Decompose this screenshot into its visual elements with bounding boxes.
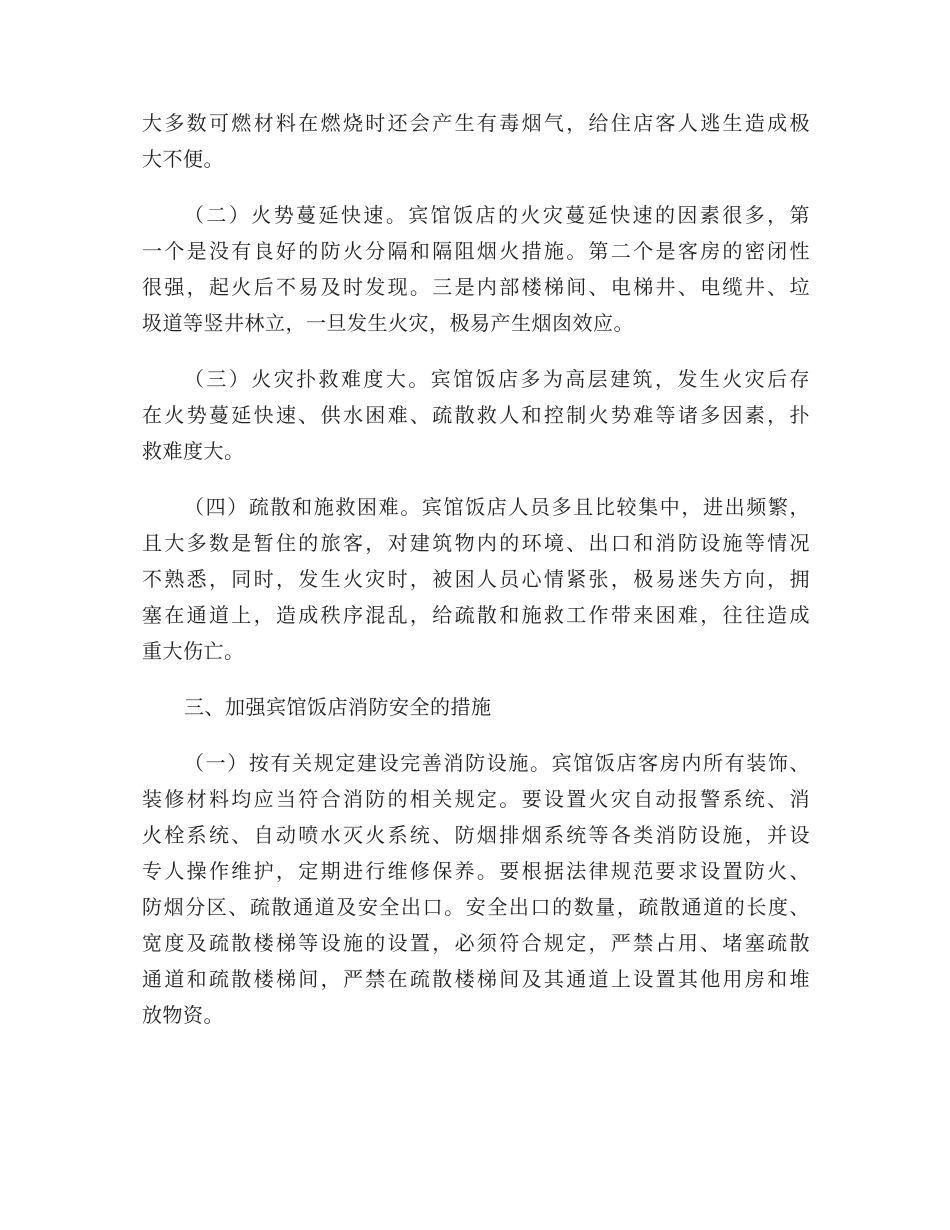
text-line: 一个是没有良好的防火分隔和隔阻烟火措施。第二个是客房的密闭性 <box>142 239 810 263</box>
text-line: 很强，起火后不易及时发现。三是内部楼梯间、电梯井、电缆井、垃 <box>142 275 810 299</box>
text-line: 不熟悉，同时，发生火灾时，被困人员心情紧张，极易迷失方向，拥 <box>142 567 810 591</box>
section-title: 三、加强宾馆饭店消防安全的措施 <box>184 695 492 719</box>
text-line: （一）按有关规定建设完善消防设施。宾馆饭店客房内所有装饰、 <box>184 751 810 775</box>
text-line: 放物资。 <box>142 1003 224 1027</box>
text-line: 且大多数是暂住的旅客，对建筑物内的环境、出口和消防设施等情况 <box>142 531 810 555</box>
paragraph-fire-spread <box>142 197 810 341</box>
text-line: （四）疏散和施救困难。宾馆饭店人员多且比较集中，进出频繁， <box>184 495 810 519</box>
text-line: 专人操作维护，定期进行维修保养。要根据法律规范要求设置防火、 <box>142 859 810 883</box>
paragraph-fire-facilities <box>142 745 810 1033</box>
paragraph-evacuation-difficulty <box>142 489 810 669</box>
text-line: 在火势蔓延快速、供水困难、疏散救人和控制火势难等诸多因素，扑 <box>142 403 810 427</box>
text-line: 重大伤亡。 <box>142 639 245 663</box>
text-line: 宽度及疏散楼梯等设施的设置，必须符合规定，严禁占用、堵塞疏散 <box>142 931 810 955</box>
text-line: 防烟分区、疏散通道及安全出口。安全出口的数量，疏散通道的长度、 <box>142 895 810 919</box>
document-body <box>142 105 810 1053</box>
paragraph-firefighting-difficulty <box>142 361 810 469</box>
text-line: 大不便。 <box>142 147 224 171</box>
section-heading <box>142 689 810 725</box>
paragraph-toxic-smoke <box>142 105 810 177</box>
text-line: （二）火势蔓延快速。宾馆饭店的火灾蔓延快速的因素很多，第 <box>184 203 810 227</box>
text-line: （三）火灾扑救难度大。宾馆饭店多为高层建筑，发生火灾后存 <box>184 367 810 391</box>
text-line: 塞在通道上，造成秩序混乱，给疏散和施救工作带来困难，往往造成 <box>142 603 810 627</box>
text-line: 圾道等竖井林立，一旦发生火灾，极易产生烟囱效应。 <box>142 311 634 335</box>
text-line: 通道和疏散楼梯间，严禁在疏散楼梯间及其通道上设置其他用房和堆 <box>142 967 810 991</box>
text-line: 大多数可燃材料在燃烧时还会产生有毒烟气，给住店客人逃生造成极 <box>142 111 810 135</box>
text-line: 装修材料均应当符合消防的相关规定。要设置火灾自动报警系统、消 <box>142 787 810 811</box>
text-line: 救难度大。 <box>142 439 245 463</box>
text-line: 火栓系统、自动喷水灭火系统、防烟排烟系统等各类消防设施，并设 <box>142 823 810 847</box>
